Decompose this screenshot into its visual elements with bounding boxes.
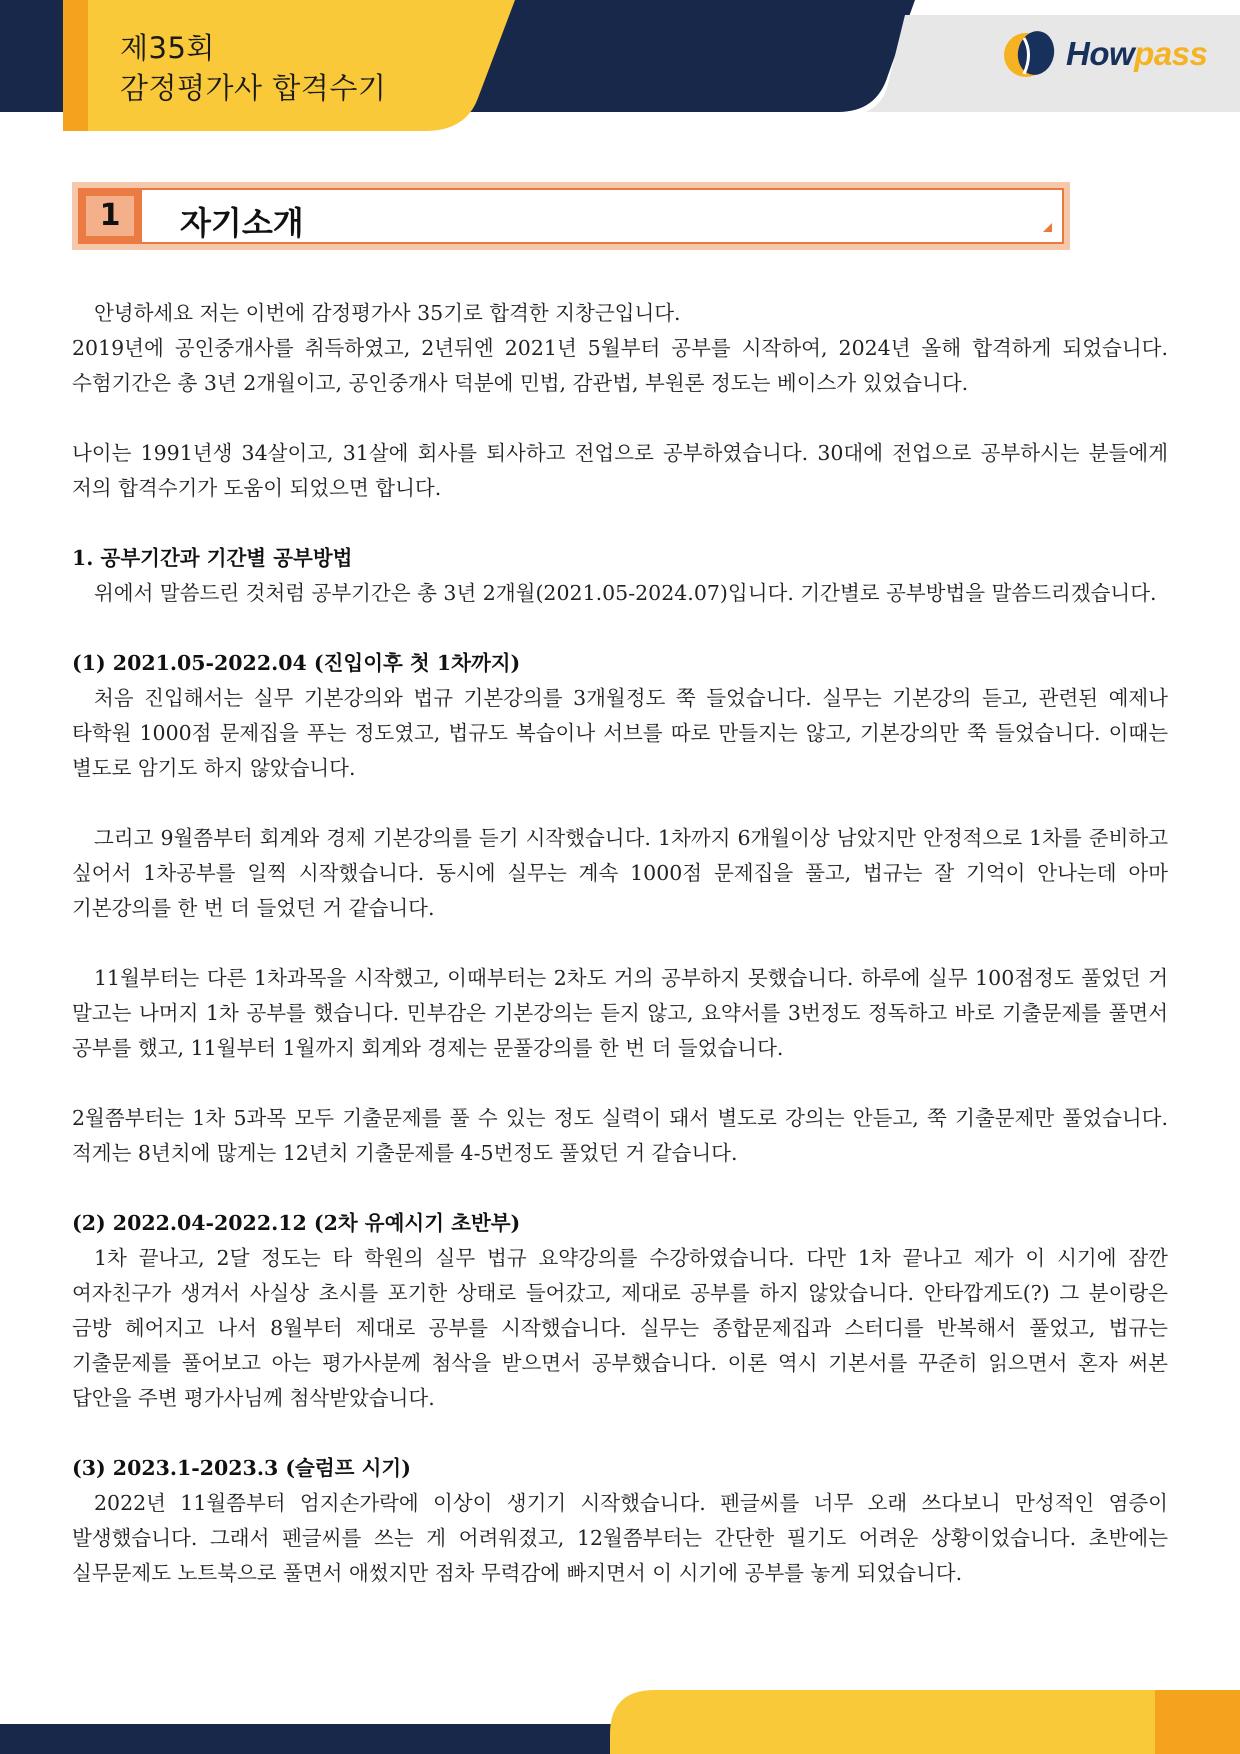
page-footer	[0, 1690, 1240, 1754]
howpass-logo-mark-icon	[1002, 30, 1060, 80]
header-title-line1: 제35회	[120, 31, 215, 65]
paragraph-period-1-d: 2월쯤부터는 1차 5과목 모두 기출문제를 풀 수 있는 정도 실력이 돼서 별도로 강의는 안듣고, 쭉 기출문제만 풀었습니다. 적게는 8년치에 많게는 12년치 기출문제를 4-5번정도 풀었던 거 같습니다.	[72, 1106, 1168, 1165]
paragraph-intro-greeting: 안녕하세요 저는 이번에 감정평가사 35기로 합격한 지창근입니다.	[94, 301, 681, 325]
article-body	[72, 296, 1168, 1591]
howpass-logo-text	[1066, 34, 1207, 74]
logo-text-how: How	[1066, 35, 1135, 72]
paragraph-period-3: 2022년 11월쯤부터 엄지손가락에 이상이 생기기 시작했습니다. 펜글씨를 너무 오래 쓰다보니 만성적인 염증이 발생했습니다. 그래서 펜글씨를 쓰는 게 어려워졌고, 12월쯤부터는 간단한 필기도 어려운 상황이었습니다. 초반에는 실무문제도 노트북으로 풀면서 애썼지만 점차 무력감에 빠지면서 이 시기에 공부를 놓게 되었습니다.	[72, 1491, 1168, 1585]
paragraph-intro-background: 2019년에 공인중개사를 취득하였고, 2년뒤엔 2021년 5월부터 공부를 시작하여, 2024년 올해 합격하게 되었습니다. 수험기간은 총 3년 2개월이고, 공인중개사 덕분에 민법, 감관법, 부원론 정도는 베이스가 있었습니다.	[72, 336, 1168, 395]
page-header	[0, 0, 1240, 135]
subheading-study-period: 1. 공부기간과 기간별 공부방법	[72, 546, 353, 570]
footer-banner-shapes	[0, 1690, 1240, 1754]
paragraph-period-1-c: 11월부터는 다른 1차과목을 시작했고, 이때부터는 2차도 거의 공부하지 못했습니다. 하루에 실무 100점정도 풀었던 거 말고는 나머지 1차 공부를 했습니다. 민부감은 기본강의는 듣지 않고, 요약서를 3번정도 정독하고 바로 기출문제를 풀면서 공부를 했고, 11월부터 1월까지 회계와 경제는 문풀강의를 한 번 더 들었습니다.	[72, 966, 1168, 1060]
header-title	[120, 28, 386, 108]
paragraph-study-period: 위에서 말씀드린 것처럼 공부기간은 총 3년 2개월(2021.05-2024.07)입니다. 기간별로 공부방법을 말씀드리겠습니다.	[94, 581, 1157, 605]
header-title-line2: 감정평가사 합격수기	[120, 71, 387, 105]
paragraph-period-2: 1차 끝나고, 2달 정도는 타 학원의 실무 법규 요약강의를 수강하였습니다. 다만 1차 끝나고 제가 이 시기에 잠깐 여자친구가 생겨서 사실상 초시를 포기한 상태로 들어갔고, 제대로 공부를 하지 않았습니다. 안타깝게도(?) 그 분이랑은 금방 헤어지고 나서 8월부터 제대로 공부를 시작했습니다. 실무는 종합문제집과 스터디를 반복해서 풀었고, 법규는 기출문제를 풀어보고 아는 평가사분께 첨삭을 받으면서 공부했습니다. 이론 역시 기본서를 꾸준히 읽으면서 혼자 써본 답안을 주변 평가사님께 첨삭받았습니다.	[72, 1246, 1168, 1410]
paragraph-period-1-b: 그리고 9월쯤부터 회계와 경제 기본강의를 듣기 시작했습니다. 1차까지 6개월이상 남았지만 안정적으로 1차를 준비하고 싶어서 1차공부를 일찍 시작했습니다. 동시에 실무는 계속 1000점 문제집을 풀고, 법규는 잘 기억이 안나는데 아마 기본강의를 한 번 더 들었던 거 같습니다.	[72, 826, 1168, 920]
howpass-logo	[1002, 30, 1222, 80]
section-heading-frame	[78, 188, 1064, 244]
section-number-box	[78, 188, 142, 244]
section-title: 자기소개	[180, 204, 304, 242]
corner-triangle-icon	[1043, 223, 1052, 232]
section-heading	[72, 182, 1070, 250]
paragraph-intro-age: 나이는 1991년생 34살이고, 31살에 회사를 퇴사하고 전업으로 공부하였습니다. 30대에 전업으로 공부하시는 분들에게 저의 합격수기가 도움이 되었으면 합니다.	[72, 441, 1168, 500]
subheading-period-2: (2) 2022.04-2022.12 (2차 유예시기 초반부)	[72, 1211, 521, 1235]
paragraph-period-1-a: 처음 진입해서는 실무 기본강의와 법규 기본강의를 3개월정도 쭉 들었습니다. 실무는 기본강의 듣고, 관련된 예제나 타학원 1000점 문제집을 푸는 정도였고, 법규도 복습이나 서브를 따로 만들지는 않고, 기본강의만 쭉 들었습니다. 이때는 별도로 암기도 하지 않았습니다.	[72, 686, 1168, 780]
logo-text-pass: pass	[1134, 35, 1208, 72]
section-number: 1	[86, 196, 134, 236]
subheading-period-1: (1) 2021.05-2022.04 (진입이후 첫 1차까지)	[72, 651, 521, 675]
subheading-period-3: (3) 2023.1-2023.3 (슬럼프 시기)	[72, 1456, 411, 1480]
